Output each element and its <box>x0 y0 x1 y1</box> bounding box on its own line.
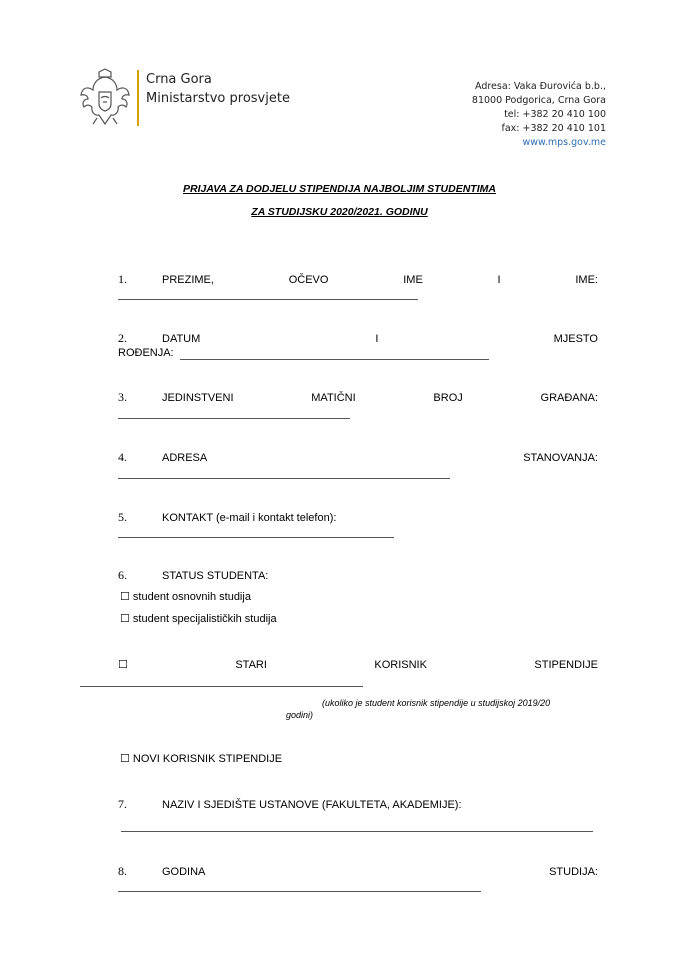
label-word: STUDIJA: <box>549 866 598 878</box>
institution-label: NAZIV I SJEDIŠTE USTANOVE (FAKULTETA, AKADEMIJE): <box>162 799 462 811</box>
field-2-continuation: ROĐENJA: <box>118 347 174 359</box>
address-input-line[interactable] <box>118 478 450 479</box>
checkbox-undergraduate[interactable]: ☐ student osnovnih studija <box>120 591 251 603</box>
label-word: I <box>375 333 379 345</box>
org-ministry: Ministarstvo prosvjete <box>146 91 290 106</box>
field-2-label <box>118 331 598 346</box>
address-line: Adresa: Vaka Đurovića b.b., <box>475 81 606 92</box>
org-country: Crna Gora <box>146 72 212 87</box>
old-recipient-note-end: godini) <box>286 710 314 720</box>
field-number: 2. DATUM <box>118 331 201 345</box>
label-word: KORISNIK <box>374 659 427 671</box>
label-word: STARI <box>235 659 267 671</box>
field-4-label <box>118 450 598 465</box>
field-3-label <box>118 390 598 405</box>
title-line-2: ZA STUDIJSKU 2020/2021. GODINU <box>251 206 428 218</box>
city-line: 81000 Podgorica, Crna Gora <box>471 95 606 106</box>
field-7-label <box>118 797 598 812</box>
label-word: IME: <box>575 274 598 286</box>
fax-line: fax: +382 20 410 101 <box>501 123 606 134</box>
label-word: IME <box>403 274 423 286</box>
header-divider <box>137 70 139 126</box>
status-label: STATUS STUDENTA: <box>162 570 269 582</box>
old-recipient-input-line[interactable] <box>80 686 363 687</box>
field-number: 4. ADRESA <box>118 450 208 464</box>
old-recipient-note: (ukoliko je student korisnik stipendije u studijskoj 2019/20 <box>322 698 551 708</box>
name-input-line[interactable] <box>118 299 418 300</box>
jmbg-input-line[interactable] <box>118 418 350 419</box>
title-line-1: PRIJAVA ZA DODJELU STIPENDIJA NAJBOLJIM STUDENTIMA <box>183 183 496 195</box>
contact-block <box>472 80 606 150</box>
label-word: I <box>497 274 501 286</box>
form-title <box>0 178 679 224</box>
checkbox-new-recipient[interactable]: ☐ NOVI KORISNIK STIPENDIJE <box>120 753 283 765</box>
field-5-label <box>118 510 598 525</box>
website-link[interactable]: www.mps.gov.me <box>522 137 606 148</box>
field-number: 7. <box>118 797 127 811</box>
ministry-name <box>146 70 290 108</box>
contact-label: KONTAKT (e-mail i kontakt telefon): <box>162 512 337 524</box>
label-word: MJESTO <box>553 333 598 345</box>
birth-input-line[interactable] <box>180 359 489 360</box>
old-recipient-row <box>118 658 598 671</box>
field-number: 3. JEDINSTVENI <box>118 390 234 404</box>
phone-line: tel: +382 20 410 100 <box>504 109 606 120</box>
field-8-label <box>118 864 598 879</box>
field-number: 8. GODINA <box>118 864 206 878</box>
field-number: 6. <box>118 568 127 582</box>
label-word: STANOVANJA: <box>523 452 598 464</box>
coat-of-arms-icon <box>79 68 131 128</box>
checkbox-specialist[interactable]: ☐ student specijalističkih studija <box>120 613 277 625</box>
field-1-label <box>118 272 598 287</box>
label-word: MATIČNI <box>311 392 356 404</box>
contact-input-line[interactable] <box>118 537 394 538</box>
study-year-input-line[interactable] <box>118 891 481 892</box>
institution-input-line[interactable] <box>121 831 593 832</box>
field-number: 1. PREZIME, <box>118 272 214 286</box>
label-word: GRAĐANA: <box>540 392 598 404</box>
field-6-label <box>118 568 598 583</box>
label-word: OČEVO <box>288 274 329 286</box>
label-word: BROJ <box>433 392 463 404</box>
checkbox-old-recipient[interactable]: ☐ <box>118 659 128 671</box>
field-number: 5. <box>118 510 127 524</box>
label-word: STIPENDIJE <box>534 659 598 671</box>
